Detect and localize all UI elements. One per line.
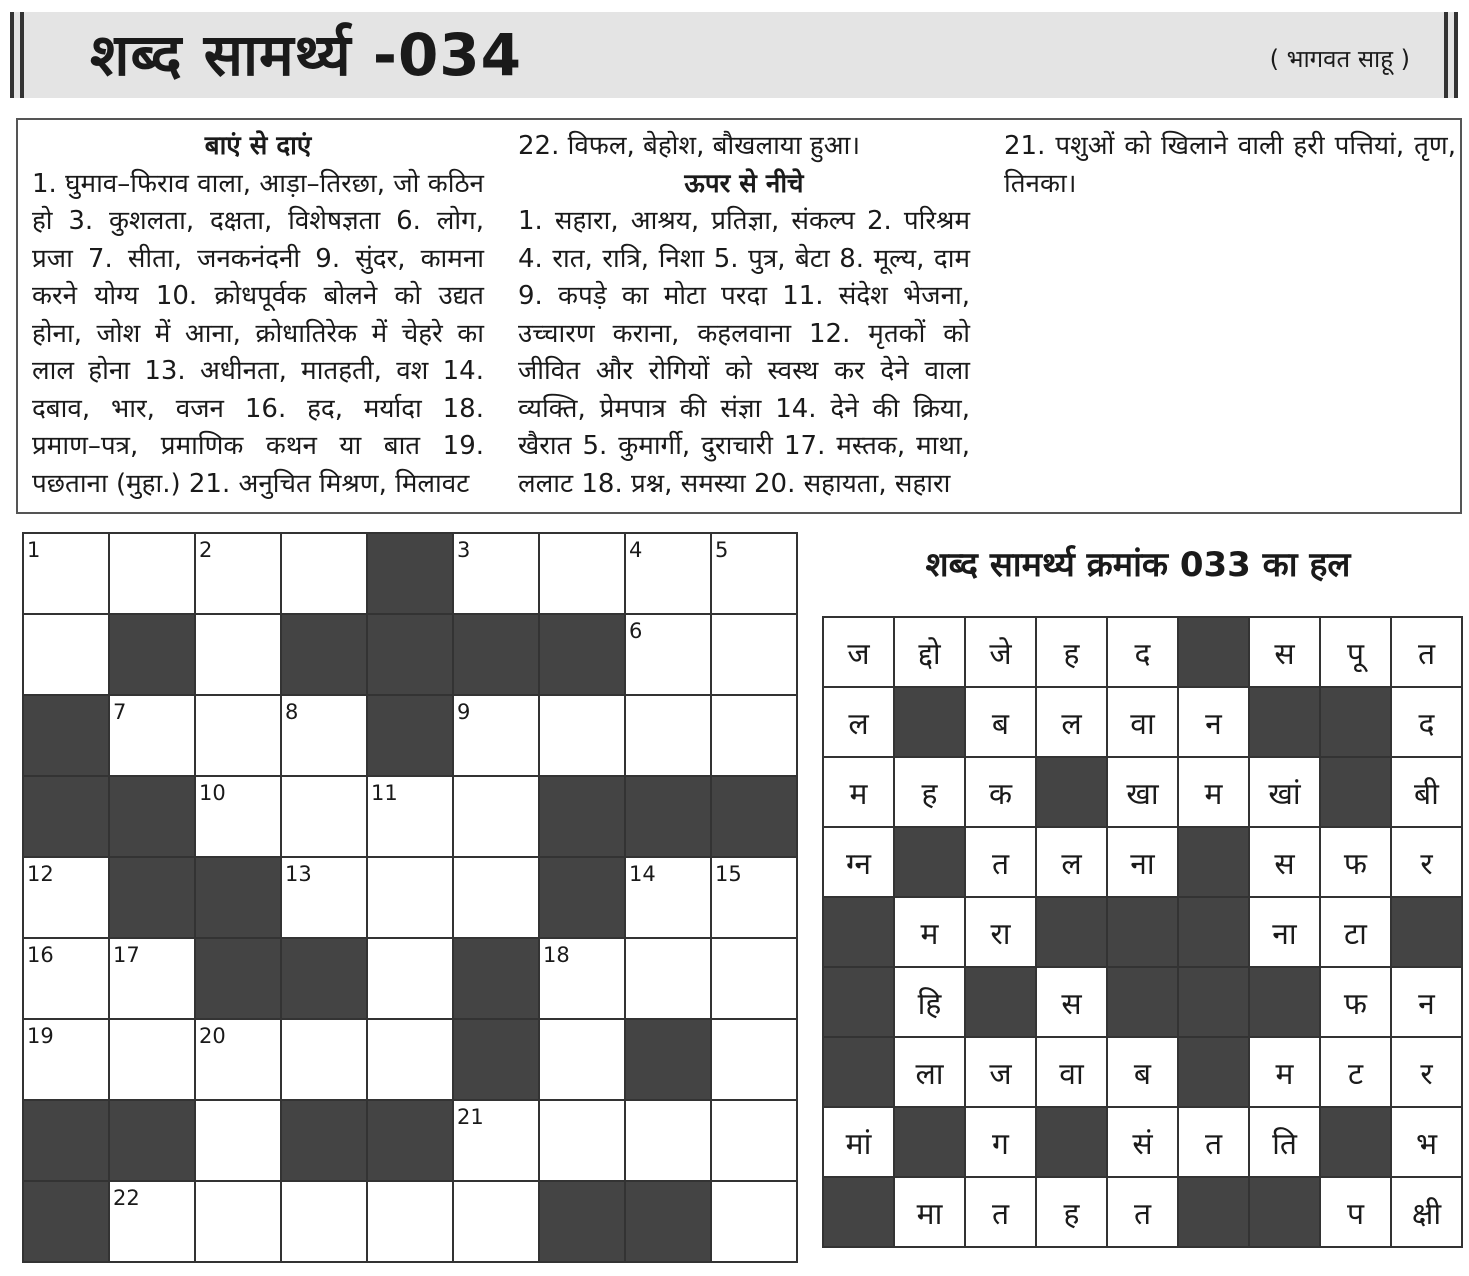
solution-cell-8-8: क्षी (1391, 1177, 1462, 1247)
black-square (894, 687, 965, 757)
black-square (1178, 967, 1249, 1037)
clue-number: 12 (27, 862, 54, 886)
grid-cell-0-7[interactable] (625, 533, 711, 614)
black-square (1036, 1107, 1107, 1177)
clues-column-2 (518, 128, 970, 503)
solution-row (823, 827, 1462, 897)
grid-cell-7-7[interactable] (625, 1100, 711, 1181)
clue-number: 16 (27, 943, 54, 967)
grid-cell-8-4[interactable] (367, 1181, 453, 1262)
black-square (453, 614, 539, 695)
grid-row (23, 614, 797, 695)
solution-cell-1-3: ल (1036, 687, 1107, 757)
black-square (23, 776, 109, 857)
solution-cell-5-8: न (1391, 967, 1462, 1037)
banner-bar-right (1454, 12, 1458, 98)
black-square (823, 897, 894, 967)
solution-title: शब्द सामर्थ्य क्रमांक 033 का हल (925, 545, 1351, 585)
crossword-grid[interactable] (22, 532, 798, 1263)
black-square (23, 1100, 109, 1181)
solution-cell-1-5: न (1178, 687, 1249, 757)
black-square (539, 1181, 625, 1262)
black-square (539, 776, 625, 857)
black-square (1320, 1107, 1391, 1177)
solution-cell-2-8: बी (1391, 757, 1462, 827)
grid-cell-4-7[interactable] (625, 857, 711, 938)
black-square (109, 776, 195, 857)
solution-row (823, 1107, 1462, 1177)
black-square (539, 857, 625, 938)
grid-row (23, 857, 797, 938)
solution-cell-1-8: द (1391, 687, 1462, 757)
solution-cell-4-1: म (894, 897, 965, 967)
black-square (281, 1100, 367, 1181)
clue-number: 19 (27, 1024, 54, 1048)
solution-cell-0-3: ह (1036, 617, 1107, 687)
solution-cell-3-2: त (965, 827, 1036, 897)
grid-cell-8-5[interactable] (453, 1181, 539, 1262)
black-square (1036, 897, 1107, 967)
black-square (367, 614, 453, 695)
clue-text: 1. सहारा, आश्रय, प्रतिज्ञा, संकल्प 2. परिश्रम 4. रात, रात्रि, निशा 5. पुत्र, बेटा 8. मूल्य, दाम 9. कपड़े का मोटा परदा 11. संदेश भेजना, उच्चारण कराना, कहलवाना 12. मृतकों को जीवित और रोगियों को स्वस्थ कर देने वाला व्यक्ति, प्रेमपात्र की संज्ञा 14. देने की क्रिया, खैरात 5. कुमार्गी, दुराचारी 17. मस्तक, माथा, ललाट 18. प्रश्न, समस्या 20. सहायता, सहारा (518, 206, 970, 499)
grid-cell-7-2[interactable] (195, 1100, 281, 1181)
grid-cell-3-2[interactable] (195, 776, 281, 857)
solution-cell-0-6: स (1249, 617, 1320, 687)
black-square (1320, 757, 1391, 827)
clue-number: 5 (715, 538, 729, 562)
grid-cell-4-5[interactable] (453, 857, 539, 938)
grid-cell-8-3[interactable] (281, 1181, 367, 1262)
black-square (894, 1107, 965, 1177)
grid-cell-0-3[interactable] (281, 533, 367, 614)
grid-cell-4-8[interactable] (711, 857, 797, 938)
grid-row (23, 1100, 797, 1181)
black-square (1036, 757, 1107, 827)
black-square (367, 1100, 453, 1181)
black-square (195, 938, 281, 1019)
solution-row (823, 1037, 1462, 1107)
solution-cell-6-3: वा (1036, 1037, 1107, 1107)
black-square (195, 857, 281, 938)
solution-cell-5-7: फ (1320, 967, 1391, 1037)
grid-cell-0-6[interactable] (539, 533, 625, 614)
solution-grid (822, 616, 1463, 1248)
solution-row (823, 687, 1462, 757)
solution-cell-1-2: ब (965, 687, 1036, 757)
solution-row (823, 897, 1462, 967)
black-square (1391, 897, 1462, 967)
solution-cell-7-0: मां (823, 1107, 894, 1177)
solution-cell-0-4: द (1107, 617, 1178, 687)
black-square (1107, 897, 1178, 967)
solution-cell-3-7: फ (1320, 827, 1391, 897)
solution-cell-4-7: टा (1320, 897, 1391, 967)
banner-bar-left-inner (20, 12, 24, 98)
author-credit: ( भागवत साहू ) (1269, 45, 1410, 73)
grid-cell-7-8[interactable] (711, 1100, 797, 1181)
grid-cell-0-5[interactable] (453, 533, 539, 614)
clue-number: 3 (457, 538, 471, 562)
banner-bar-left (10, 12, 14, 98)
black-square (1178, 1177, 1249, 1247)
solution-cell-8-3: ह (1036, 1177, 1107, 1247)
solution-cell-3-8: र (1391, 827, 1462, 897)
black-square (1249, 1177, 1320, 1247)
grid-cell-8-1[interactable] (109, 1181, 195, 1262)
grid-cell-5-1[interactable] (109, 938, 195, 1019)
grid-row (23, 533, 797, 614)
grid-cell-2-1[interactable] (109, 695, 195, 776)
black-square (281, 938, 367, 1019)
solution-cell-8-2: त (965, 1177, 1036, 1247)
clue-number: 9 (457, 700, 471, 724)
grid-cell-1-0[interactable] (23, 614, 109, 695)
grid-cell-7-5[interactable] (453, 1100, 539, 1181)
clue-number: 13 (285, 862, 312, 886)
grid-cell-2-2[interactable] (195, 695, 281, 776)
clue-text: 22. विफल, बेहोश, बौखलाया हुआ। (518, 131, 861, 161)
solution-row (823, 1177, 1462, 1247)
black-square (1178, 897, 1249, 967)
down-heading: ऊपर से नीचे (684, 168, 804, 199)
solution-cell-1-4: वा (1107, 687, 1178, 757)
solution-cell-6-7: ट (1320, 1037, 1391, 1107)
grid-cell-3-4[interactable] (367, 776, 453, 857)
grid-cell-5-7[interactable] (625, 938, 711, 1019)
grid-cell-4-3[interactable] (281, 857, 367, 938)
clue-text: 21. पशुओं को खिलाने वाली हरी पत्तियां, तृण, तिनका। (1004, 131, 1456, 199)
grid-cell-2-6[interactable] (539, 695, 625, 776)
black-square (281, 614, 367, 695)
grid-row (23, 1019, 797, 1100)
grid-cell-6-8[interactable] (711, 1019, 797, 1100)
clue-number: 17 (113, 943, 140, 967)
grid-cell-1-7[interactable] (625, 614, 711, 695)
black-square (823, 967, 894, 1037)
grid-cell-6-4[interactable] (367, 1019, 453, 1100)
grid-cell-6-2[interactable] (195, 1019, 281, 1100)
grid-cell-0-0[interactable] (23, 533, 109, 614)
grid-cell-0-2[interactable] (195, 533, 281, 614)
grid-cell-6-6[interactable] (539, 1019, 625, 1100)
black-square (965, 967, 1036, 1037)
solution-cell-0-7: पू (1320, 617, 1391, 687)
puzzle-title: शब्द सामर्थ्य -034 (90, 21, 523, 89)
black-square (453, 1019, 539, 1100)
solution-cell-7-8: भ (1391, 1107, 1462, 1177)
clues-column-3 (1004, 128, 1456, 203)
black-square (894, 827, 965, 897)
black-square (1249, 967, 1320, 1037)
solution-cell-7-5: त (1178, 1107, 1249, 1177)
across-heading: बाएं से दाएं (204, 131, 312, 161)
grid-cell-6-3[interactable] (281, 1019, 367, 1100)
clue-number: 6 (629, 619, 643, 643)
solution-row (823, 617, 1462, 687)
solution-cell-7-2: ग (965, 1107, 1036, 1177)
black-square (625, 1181, 711, 1262)
grid-row (23, 776, 797, 857)
solution-cell-2-5: म (1178, 757, 1249, 827)
grid-row (23, 1181, 797, 1262)
grid-cell-6-0[interactable] (23, 1019, 109, 1100)
solution-cell-2-4: खा (1107, 757, 1178, 827)
solution-cell-6-1: ला (894, 1037, 965, 1107)
black-square (1178, 1037, 1249, 1107)
banner-bar-right-inner (1444, 12, 1448, 98)
black-square (109, 857, 195, 938)
solution-cell-8-1: मा (894, 1177, 965, 1247)
title-banner (10, 12, 1458, 98)
grid-cell-5-8[interactable] (711, 938, 797, 1019)
clues-column-1 (32, 128, 484, 503)
solution-cell-6-6: म (1249, 1037, 1320, 1107)
solution-cell-5-3: स (1036, 967, 1107, 1037)
clue-number: 22 (113, 1186, 140, 1210)
grid-cell-5-4[interactable] (367, 938, 453, 1019)
solution-cell-5-1: हि (894, 967, 965, 1037)
clue-number: 14 (629, 862, 656, 886)
grid-cell-3-3[interactable] (281, 776, 367, 857)
solution-cell-2-0: म (823, 757, 894, 827)
solution-cell-7-6: ति (1249, 1107, 1320, 1177)
grid-row (23, 695, 797, 776)
grid-cell-5-0[interactable] (23, 938, 109, 1019)
solution-cell-2-2: क (965, 757, 1036, 827)
black-square (625, 776, 711, 857)
black-square (453, 938, 539, 1019)
solution-cell-0-8: त (1391, 617, 1462, 687)
solution-cell-1-0: ल (823, 687, 894, 757)
clue-number: 4 (629, 538, 643, 562)
clue-number: 2 (199, 538, 213, 562)
solution-cell-8-7: प (1320, 1177, 1391, 1247)
grid-cell-5-6[interactable] (539, 938, 625, 1019)
solution-cell-3-0: ग्न (823, 827, 894, 897)
black-square (367, 533, 453, 614)
grid-cell-2-8[interactable] (711, 695, 797, 776)
black-square (23, 1181, 109, 1262)
solution-cell-2-1: ह (894, 757, 965, 827)
clues-box (16, 118, 1462, 514)
clue-text: 1. घुमाव–फिराव वाला, आड़ा–तिरछा, जो कठिन हो 3. कुशलता, दक्षता, विशेषज्ञता 6. लोग, प्रजा 7. सीता, जनकनंदनी 9. सुंदर, कामना करने योग्य 10. क्रोधपूर्वक बोलने को उद्यत होना, जोश में आना, क्रोधातिरेक में चेहरे का लाल होना 13. अधीनता, मातहती, वश 14. दबाव, भार, वजन 16. हद, मर्यादा 18. प्रमाण–पत्र, प्रमाणिक कथन या बात 19. पछताना (मुहा.) 21. अनुचित मिश्रण, मिलावट (32, 168, 484, 499)
grid-cell-1-8[interactable] (711, 614, 797, 695)
grid-row (23, 938, 797, 1019)
grid-cell-6-1[interactable] (109, 1019, 195, 1100)
black-square (625, 1019, 711, 1100)
solution-cell-3-3: ल (1036, 827, 1107, 897)
solution-cell-0-2: जे (965, 617, 1036, 687)
grid-cell-3-5[interactable] (453, 776, 539, 857)
solution-cell-0-1: द्दो (894, 617, 965, 687)
clue-number: 21 (457, 1105, 484, 1129)
clue-number: 8 (285, 700, 299, 724)
clue-number: 15 (715, 862, 742, 886)
grid-cell-8-2[interactable] (195, 1181, 281, 1262)
clue-number: 7 (113, 700, 127, 724)
black-square (1178, 827, 1249, 897)
grid-cell-2-3[interactable] (281, 695, 367, 776)
black-square (1107, 967, 1178, 1037)
black-square (823, 1177, 894, 1247)
black-square (539, 614, 625, 695)
solution-cell-3-4: ना (1107, 827, 1178, 897)
clue-number: 18 (543, 943, 570, 967)
solution-cell-6-8: र (1391, 1037, 1462, 1107)
clue-number: 10 (199, 781, 226, 805)
solution-cell-6-4: ब (1107, 1037, 1178, 1107)
black-square (367, 695, 453, 776)
grid-cell-0-8[interactable] (711, 533, 797, 614)
grid-cell-4-0[interactable] (23, 857, 109, 938)
black-square (23, 695, 109, 776)
black-square (711, 776, 797, 857)
grid-cell-8-8[interactable] (711, 1181, 797, 1262)
solution-row (823, 757, 1462, 827)
black-square (1178, 617, 1249, 687)
solution-cell-6-2: ज (965, 1037, 1036, 1107)
black-square (109, 614, 195, 695)
grid-cell-2-5[interactable] (453, 695, 539, 776)
grid-cell-1-2[interactable] (195, 614, 281, 695)
solution-cell-4-2: रा (965, 897, 1036, 967)
clue-number: 1 (27, 538, 41, 562)
black-square (823, 1037, 894, 1107)
solution-row (823, 967, 1462, 1037)
grid-cell-7-6[interactable] (539, 1100, 625, 1181)
grid-cell-4-4[interactable] (367, 857, 453, 938)
black-square (1320, 687, 1391, 757)
black-square (109, 1100, 195, 1181)
solution-cell-0-0: ज (823, 617, 894, 687)
clue-number: 11 (371, 781, 398, 805)
solution-cell-4-6: ना (1249, 897, 1320, 967)
solution-cell-7-4: सं (1107, 1107, 1178, 1177)
clue-number: 20 (199, 1024, 226, 1048)
grid-cell-0-1[interactable] (109, 533, 195, 614)
black-square (1249, 687, 1320, 757)
grid-cell-2-7[interactable] (625, 695, 711, 776)
solution-cell-8-4: त (1107, 1177, 1178, 1247)
solution-cell-3-6: स (1249, 827, 1320, 897)
solution-cell-2-6: खां (1249, 757, 1320, 827)
